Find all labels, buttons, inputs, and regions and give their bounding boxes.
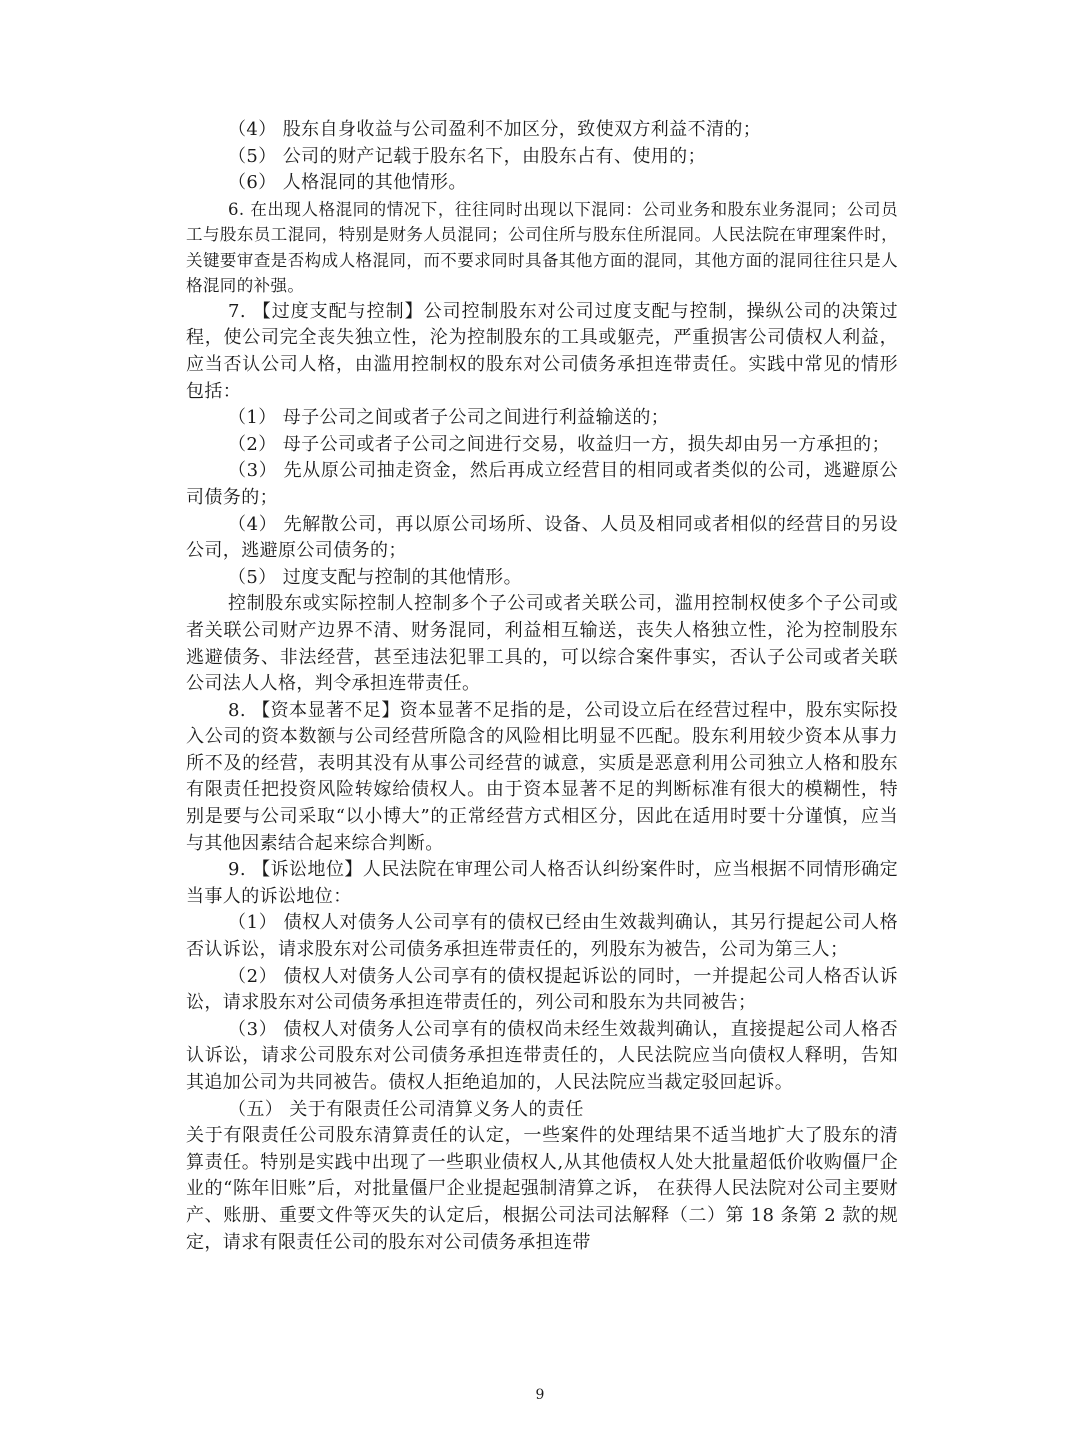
paragraph: 8. 【资本显著不足】资本显著不足指的是，公司设立后在经营过程中，股东实际投入公司的资本数额与公司经营所隐含的风险相比明显不匹配。股东利用较少资本从事力所不及的经营，表明其没有从事公司经营的诚意，实质是恶意利用公司独立人格和股东有限责任把投资风险转嫁给债权人。由于资本显著不足的判断标准有很大的模糊性，特别是要与公司采取“以小博大”的正常经营方式相区分，因此在适用时要十分谨慎，应当与其他因素结合起来综合判断。 — [186, 699, 898, 854]
paragraph: （2） 债权人对债务人公司享有的债权提起诉讼的同时，一并提起公司人格否认诉讼，请求股东对公司债务承担连带责任的，列公司和股东为共同被告； — [186, 965, 898, 1014]
paragraph: （5） 公司的财产记载于股东名下，由股东占有、使用的； — [228, 145, 706, 167]
paragraph: （五） 关于有限责任公司清算义务人的责任 — [228, 1098, 584, 1120]
paragraph: （2） 母子公司或者子公司之间进行交易，收益归一方，损失却由另一方承担的； — [228, 433, 890, 455]
document-body — [186, 117, 898, 1256]
page-number: 9 — [535, 1387, 545, 1403]
paragraph: （3） 先从原公司抽走资金，然后再成立经营目的相同或者类似的公司，逃避原公司债务的； — [186, 460, 898, 508]
paragraph: 6. 在出现人格混同的情况下，往往同时出现以下混同：公司业务和股东业务混同；公司员工与股东员工混同，特别是财务人员混同；公司住所与股东住所混同。人民法院在审理案件时，关键要审查是否构成人格混同，而不要求同时具备其他方面的混同，其他方面的混同往往只是人格混同的补强。 — [186, 199, 898, 296]
paragraph: 9. 【诉讼地位】人民法院在审理公司人格否认纠纷案件时，应当根据不同情形确定当事人的诉讼地位： — [186, 859, 898, 907]
paragraph: 控制股东或实际控制人控制多个子公司或者关联公司，滥用控制权使多个子公司或者关联公司财产边界不清、财务混同，利益相互输送，丧失人格独立性，沦为控制股东逃避债务、非法经营，甚至违法犯罪工具的，可以综合案件事实，否认子公司或者关联公司法人人格，判令承担连带责任。 — [186, 593, 898, 695]
paragraph: （4） 股东自身收益与公司盈利不加区分，致使双方利益不清的； — [228, 119, 762, 140]
paragraph: （5） 过度支配与控制的其他情形。 — [228, 566, 522, 588]
paragraph: （1） 债权人对债务人公司享有的债权已经由生效裁判确认，其另行提起公司人格否认诉讼，请求股东对公司债务承担连带责任的，列股东为被告，公司为第三人； — [186, 912, 898, 961]
paragraph: 关于有限责任公司股东清算责任的认定，一些案件的处理结果不适当地扩大了股东的清算责任。特别是实践中出现了一些职业债权人,从其他债权人处大批量超低价收购僵尸企业的“陈年旧账”后，对批量僵尸企业提起强制清算之诉， 在获得人民法院对公司主要财产、账册、重要文件等灭失的认定后，根据公司法司法解释（二）第 18 条第 2 款的规定，请求有限责任公司的股东对公司债务承担连带 — [186, 1125, 898, 1253]
paragraph: （1） 母子公司之间或者子公司之间进行利益输送的； — [228, 407, 670, 429]
paragraph: 7. 【过度支配与控制】公司控制股东对公司过度支配与控制，操纵公司的决策过程，使公司完全丧失独立性，沦为控制股东的工具或躯壳，严重损害公司债权人利益，应当否认公司人格，由滥用控制权的股东对公司债务承担连带责任。实践中常见的情形包括： — [186, 300, 898, 402]
paragraph: （6） 人格混同的其他情形。 — [228, 172, 467, 194]
paragraph: （4） 先解散公司，再以原公司场所、设备、人员及相同或者相似的经营目的另设公司，逃避原公司债务的； — [186, 513, 898, 562]
paragraph: （3） 债权人对债务人公司享有的债权尚未经生效裁判确认，直接提起公司人格否认诉讼，请求公司股东对公司债务承担连带责任的，人民法院应当向债权人释明，告知其追加公司为共同被告。债权人拒绝追加的，人民法院应当裁定驳回起诉。 — [186, 1018, 898, 1093]
